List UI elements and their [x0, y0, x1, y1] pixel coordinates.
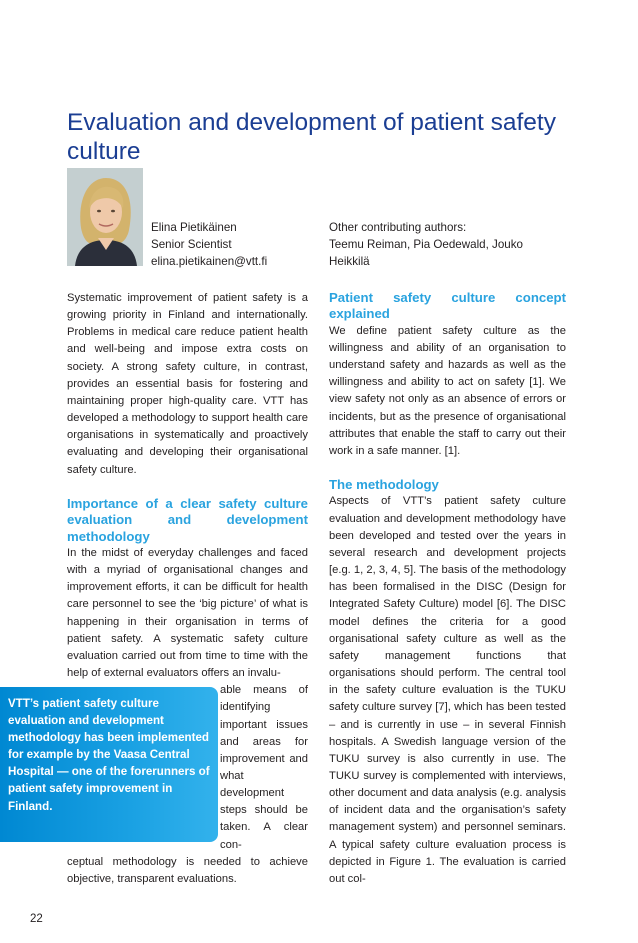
other-authors — [329, 219, 565, 270]
portrait-photo-icon — [67, 168, 143, 266]
page-title: Evaluation and development of patient safety culture — [67, 109, 556, 165]
concept-paragraph: We define patient safety culture as the willingness and ability of an organisation to understand safety and hazards as well as the willingness and ability to act on safety [1]. We view safety not only as an absence of errors or incidents, but as the presence of organisational attributes that enable the staff to carry out their work in a safe manner. [1]. — [329, 324, 566, 457]
other-authors-names: Teemu Reiman, Pia Oedewald, Jouko Heikkilä — [329, 238, 523, 268]
section-heading-concept: Patient safety culture concept explained — [329, 290, 566, 322]
author-info — [151, 219, 267, 270]
author-photo — [67, 168, 143, 266]
right-column — [329, 290, 566, 888]
importance-paragraph-end: ceptual methodology is needed to achieve objective, transparent evaluations. — [67, 855, 308, 885]
intro-paragraph: Systematic improvement of patient safety is a growing priority in Finland and internationally. Problems in medical care reduce patient health and well-being and impose extra costs on society. A strong safety culture, in contrast, provides an essential basis for fostering and maintaining proper high-quality care. VTT has developed a methodology to support health care organisations in systematically and proactively evaluating and developing their organisational safety culture. — [67, 292, 308, 476]
author-email[interactable]: elina.pietikainen@vtt.fi — [151, 255, 268, 268]
importance-paragraph: In the midst of everyday challenges and faced with a myriad of organisational changes and improvement efforts, it can be difficult for health care personnel to see the ‘big picture’ of what is happening in their organisation in terms of patient safety. A systematic safety culture evaluation carried out from time to time with the help of external evaluators offers an invalu- — [67, 546, 308, 680]
other-authors-label: Other contributing authors: — [329, 221, 467, 234]
author-role: Senior Scientist — [151, 238, 232, 251]
methodology-paragraph: Aspects of VTT’s patient safety culture evaluation and development methodology have been developed and tested over the years in several research and development projects [e.g. 1, 2, 3, 4, 5]. The basis of the methodology has been formalised in the DISC (Design for Integrated Safety Culture) model [6]. The DISC model defines the criteria for a good organisational safety culture as well as the safety management functions that organisations should perform. The central tool in the safety culture evaluation is the TUKU safety culture survey [7], which has been tested – and is currently in use – in several Finnish hospitals. A Swedish language version of the TUKU survey is also currently in use. The TUKU survey is complemented with interviews, other document and data analysis (e.g. analysis of incident data and the organisation’s safety management system) and personnel seminars. A typical safety culture evaluation process is depicted in Figure 1. The evaluation is carried out col- — [329, 495, 566, 885]
author-name: Elina Pietikäinen — [151, 221, 237, 234]
importance-paragraph-wrap: able means of identifying important issues and areas for improvement and what development steps should be taken. A clear con- — [220, 684, 308, 851]
section-heading-methodology: The methodology — [329, 477, 439, 493]
callout-box — [0, 687, 218, 842]
callout-text: VTT’s patient safety culture evaluation and development methodology has been implemented for example by the Vaasa Central Hospital — one of the forerunners of patient safety improvement in Finland. — [8, 697, 210, 813]
section-heading-importance: Importance of a clear safety culture evaluation and development methodology — [67, 495, 308, 544]
page-number: 22 — [30, 913, 43, 925]
